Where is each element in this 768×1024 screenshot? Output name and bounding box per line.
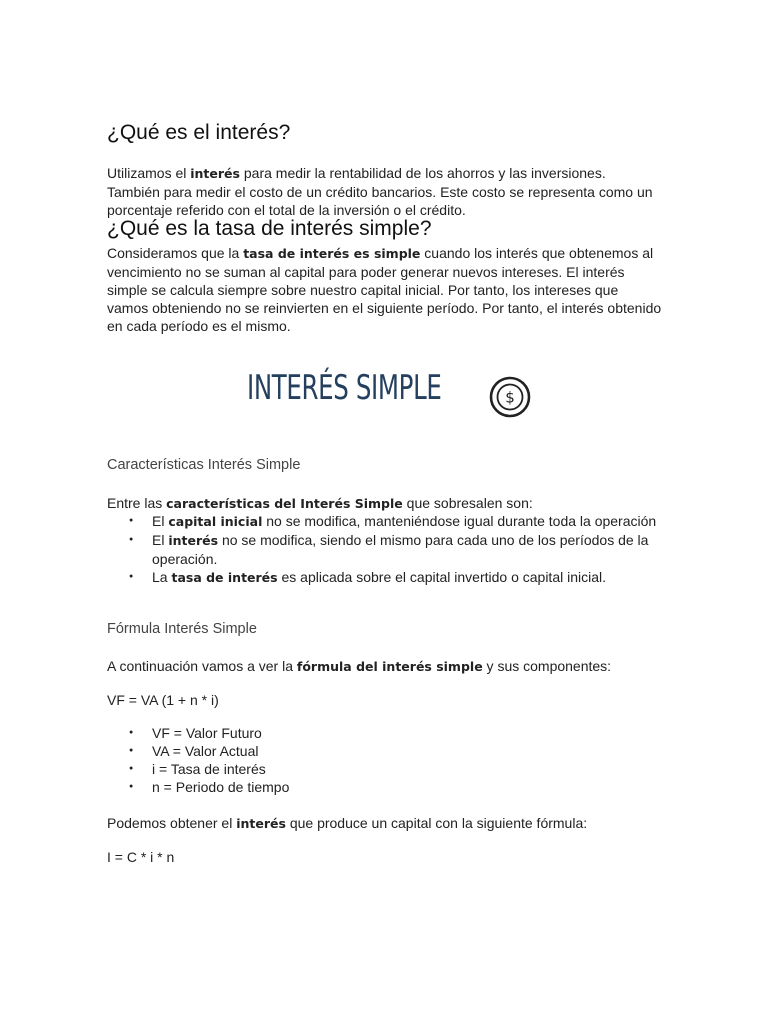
- bold-term: fórmula del interés simple: [296, 659, 483, 674]
- list-item: ● i = Tasa de interés: [107, 760, 667, 778]
- text-run: no se modifica, manteniéndose igual durante toda la operación: [262, 513, 657, 529]
- list-item: ● VF = Valor Futuro: [107, 724, 667, 742]
- bold-term: características del Interés Simple: [166, 496, 403, 511]
- text-run: que produce un capital con la siguiente fórmula:: [285, 815, 588, 831]
- text-run: El: [152, 513, 169, 529]
- formula-equation: VF = VA (1 + n * i): [107, 692, 219, 708]
- list-item: ● n = Periodo de tiempo: [107, 778, 667, 796]
- text-run: que sobresalen son:: [402, 495, 533, 511]
- heading-que-es-interes: ¿Qué es el interés?: [107, 121, 291, 144]
- bold-term: interés: [236, 816, 286, 831]
- paragraph-formula-intro: [107, 657, 662, 676]
- bold-term: interés: [168, 533, 219, 548]
- text-run: para medir la rentabilidad de los ahorros y las inversiones. También para medir el costo de un crédito bancarios. Este costo se representa como un porcentaje referido con el total de la inversión o el crédito.: [107, 165, 653, 218]
- text-run: El: [152, 532, 169, 548]
- formula-equation-interes: I = C * i * n: [107, 849, 175, 865]
- banner-title: INTERÉS SIMPLE: [247, 368, 442, 408]
- text-run: La: [152, 569, 172, 585]
- svg-text:$: $: [505, 388, 515, 407]
- heading-tasa-interes-simple: ¿Qué es la tasa de interés simple?: [107, 217, 432, 240]
- caracteristicas-list: [107, 512, 667, 587]
- text-run: Consideramos que la: [107, 245, 244, 261]
- text-run: Entre las: [107, 495, 167, 511]
- text-run: Utilizamos el: [107, 165, 191, 181]
- text-run: es aplicada sobre el capital invertido o capital inicial.: [277, 569, 607, 585]
- bold-term: capital inicial: [168, 514, 263, 529]
- paragraph-formula-interes: [107, 814, 662, 833]
- text-run: y sus componentes:: [482, 658, 612, 674]
- text-run: Podemos obtener el: [107, 815, 237, 831]
- list-item: [107, 512, 667, 531]
- list-item: [107, 531, 667, 568]
- paragraph-tasa-definition: [107, 244, 662, 335]
- list-item: ● VA = Valor Actual: [107, 742, 667, 760]
- formula-components-list: [107, 724, 667, 796]
- heading-formula: Fórmula Interés Simple: [107, 621, 257, 637]
- heading-caracteristicas: Características Interés Simple: [107, 457, 301, 473]
- text-run: cuando los interés que obtenemos al vencimiento no se suman al capital para poder generar nuevos intereses. El interés simple se calcula siempre sobre nuestro capital inicial. Por tanto, los intereses que vamos obteniendo no se reinvierten en el siguiente período. Por tanto, el interés obtenido en cada período es el mismo.: [107, 245, 662, 334]
- dollar-coin-icon: [488, 375, 532, 419]
- list-item: [107, 568, 667, 587]
- interes-simple-banner-image: [225, 350, 545, 440]
- bold-term: tasa de interés es simple: [243, 246, 421, 261]
- paragraph-interes-definition: [107, 164, 662, 219]
- text-run: A continuación vamos a ver la: [107, 658, 297, 674]
- bold-term: tasa de interés: [171, 570, 278, 585]
- paragraph-caracteristicas-intro: [107, 494, 662, 513]
- text-run: no se modifica, siendo el mismo para cada uno de los períodos de la operación.: [152, 532, 649, 567]
- bold-term: interés: [190, 166, 240, 181]
